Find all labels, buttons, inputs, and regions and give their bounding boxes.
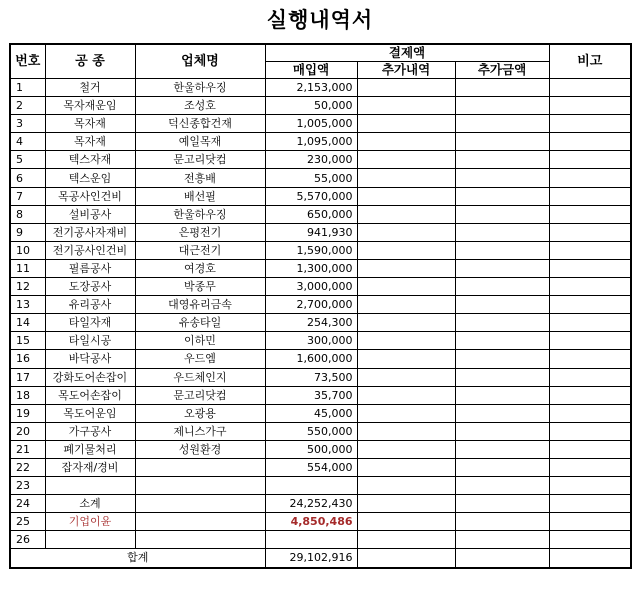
row-number: 4: [10, 133, 45, 151]
extra-detail-cell: [357, 223, 455, 241]
company-cell: [135, 531, 265, 549]
purchase-amount-cell: 4,850,486: [265, 513, 357, 531]
company-cell: [135, 513, 265, 531]
extra-detail-cell: [357, 314, 455, 332]
total-remark: [549, 549, 631, 568]
row-number: 17: [10, 368, 45, 386]
remark-cell: [549, 205, 631, 223]
purchase-amount-cell: 650,000: [265, 205, 357, 223]
header-payment: 결제액: [265, 44, 549, 62]
purchase-amount-cell: 1,005,000: [265, 115, 357, 133]
table-row: [10, 79, 631, 97]
table-row: [10, 477, 631, 495]
purchase-amount-cell: 2,700,000: [265, 296, 357, 314]
work-type-cell: 필름공사: [45, 259, 135, 277]
company-cell: 전흥배: [135, 169, 265, 187]
total-extra-detail: [357, 549, 455, 568]
header-work: 공 종: [45, 44, 135, 79]
row-number: 13: [10, 296, 45, 314]
remark-cell: [549, 278, 631, 296]
purchase-amount-cell: 5,570,000: [265, 187, 357, 205]
remark-cell: [549, 477, 631, 495]
table-row: [10, 259, 631, 277]
extra-amount-cell: [455, 259, 549, 277]
work-type-cell: 소계: [45, 495, 135, 513]
extra-amount-cell: [455, 205, 549, 223]
extra-detail-cell: [357, 187, 455, 205]
remark-cell: [549, 531, 631, 549]
table-row: [10, 458, 631, 476]
row-number: 25: [10, 513, 45, 531]
row-number: 26: [10, 531, 45, 549]
work-type-cell: 텍스자재: [45, 151, 135, 169]
remark-cell: [549, 223, 631, 241]
company-cell: 우드엠: [135, 350, 265, 368]
company-cell: 한울하우징: [135, 79, 265, 97]
table-row: [10, 350, 631, 368]
table-row: [10, 513, 631, 531]
extra-detail-cell: [357, 350, 455, 368]
remark-cell: [549, 169, 631, 187]
work-type-cell: 도장공사: [45, 278, 135, 296]
extra-detail-cell: [357, 241, 455, 259]
company-cell: 예일목재: [135, 133, 265, 151]
extra-detail-cell: [357, 332, 455, 350]
work-type-cell: [45, 531, 135, 549]
extra-detail-cell: [357, 79, 455, 97]
extra-amount-cell: [455, 169, 549, 187]
row-number: 24: [10, 495, 45, 513]
table-row: [10, 223, 631, 241]
table-row: [10, 495, 631, 513]
extra-amount-cell: [455, 296, 549, 314]
extra-detail-cell: [357, 477, 455, 495]
remark-cell: [549, 79, 631, 97]
work-type-cell: 기업이윤: [45, 513, 135, 531]
extra-amount-cell: [455, 187, 549, 205]
work-type-cell: 강화도어손잡이: [45, 368, 135, 386]
extra-amount-cell: [455, 477, 549, 495]
remark-cell: [549, 350, 631, 368]
table-row: [10, 296, 631, 314]
company-cell: 조성호: [135, 97, 265, 115]
row-number: 2: [10, 97, 45, 115]
purchase-amount-cell: 554,000: [265, 458, 357, 476]
extra-amount-cell: [455, 531, 549, 549]
row-number: 5: [10, 151, 45, 169]
total-label: 합계: [10, 549, 265, 568]
company-cell: 덕신종합건재: [135, 115, 265, 133]
row-number: 8: [10, 205, 45, 223]
work-type-cell: 전기공사자재비: [45, 223, 135, 241]
table-row: [10, 422, 631, 440]
extra-detail-cell: [357, 513, 455, 531]
extra-detail-cell: [357, 97, 455, 115]
company-cell: 박종무: [135, 278, 265, 296]
extra-amount-cell: [455, 97, 549, 115]
table-row: [10, 241, 631, 259]
row-number: 14: [10, 314, 45, 332]
extra-detail-cell: [357, 440, 455, 458]
table-row: [10, 97, 631, 115]
table-row: [10, 133, 631, 151]
extra-detail-cell: [357, 458, 455, 476]
purchase-amount-cell: 24,252,430: [265, 495, 357, 513]
company-cell: 우드체인지: [135, 368, 265, 386]
purchase-amount-cell: 550,000: [265, 422, 357, 440]
work-type-cell: 목자재: [45, 133, 135, 151]
extra-amount-cell: [455, 151, 549, 169]
company-cell: 제니스가구: [135, 422, 265, 440]
extra-detail-cell: [357, 495, 455, 513]
extra-detail-cell: [357, 169, 455, 187]
work-type-cell: 목자재운임: [45, 97, 135, 115]
row-number: 9: [10, 223, 45, 241]
work-type-cell: 설비공사: [45, 205, 135, 223]
header-extra-detail: 추가내역: [357, 62, 455, 79]
extra-amount-cell: [455, 368, 549, 386]
purchase-amount-cell: 500,000: [265, 440, 357, 458]
remark-cell: [549, 97, 631, 115]
row-number: 7: [10, 187, 45, 205]
extra-detail-cell: [357, 133, 455, 151]
purchase-amount-cell: 50,000: [265, 97, 357, 115]
remark-cell: [549, 422, 631, 440]
total-extra-amount: [455, 549, 549, 568]
header-company: 업체명: [135, 44, 265, 79]
extra-amount-cell: [455, 133, 549, 151]
page-title: 실행내역서: [266, 8, 374, 32]
purchase-amount-cell: [265, 477, 357, 495]
purchase-amount-cell: 45,000: [265, 404, 357, 422]
purchase-amount-cell: 3,000,000: [265, 278, 357, 296]
remark-cell: [549, 151, 631, 169]
total-amount: 29,102,916: [265, 549, 357, 568]
extra-detail-cell: [357, 404, 455, 422]
table-row: [10, 386, 631, 404]
row-number: 23: [10, 477, 45, 495]
remark-cell: [549, 259, 631, 277]
extra-detail-cell: [357, 368, 455, 386]
company-cell: 배선필: [135, 187, 265, 205]
remark-cell: [549, 296, 631, 314]
work-type-cell: 철거: [45, 79, 135, 97]
purchase-amount-cell: [265, 531, 357, 549]
company-cell: 성원환경: [135, 440, 265, 458]
work-type-cell: 목도어손잡이: [45, 386, 135, 404]
total-row: [10, 549, 631, 568]
row-number: 10: [10, 241, 45, 259]
work-type-cell: [45, 477, 135, 495]
extra-amount-cell: [455, 223, 549, 241]
work-type-cell: 전기공사인건비: [45, 241, 135, 259]
table-row: [10, 115, 631, 133]
extra-amount-cell: [455, 79, 549, 97]
extra-detail-cell: [357, 531, 455, 549]
header-extra-amount: 추가금액: [455, 62, 549, 79]
remark-cell: [549, 133, 631, 151]
table-row: [10, 368, 631, 386]
purchase-amount-cell: 1,095,000: [265, 133, 357, 151]
row-number: 19: [10, 404, 45, 422]
remark-cell: [549, 368, 631, 386]
extra-detail-cell: [357, 386, 455, 404]
extra-detail-cell: [357, 115, 455, 133]
remark-cell: [549, 332, 631, 350]
company-cell: [135, 477, 265, 495]
extra-amount-cell: [455, 314, 549, 332]
work-type-cell: 목도어운임: [45, 404, 135, 422]
company-cell: 대영유리금속: [135, 296, 265, 314]
extra-amount-cell: [455, 350, 549, 368]
purchase-amount-cell: 1,600,000: [265, 350, 357, 368]
row-number: 16: [10, 350, 45, 368]
company-cell: 은평전기: [135, 223, 265, 241]
work-type-cell: 타일자재: [45, 314, 135, 332]
extra-amount-cell: [455, 458, 549, 476]
table-row: [10, 332, 631, 350]
work-type-cell: 타일시공: [45, 332, 135, 350]
company-cell: 여경호: [135, 259, 265, 277]
table-row: [10, 151, 631, 169]
purchase-amount-cell: 1,590,000: [265, 241, 357, 259]
purchase-amount-cell: 254,300: [265, 314, 357, 332]
remark-cell: [549, 458, 631, 476]
company-cell: 오광용: [135, 404, 265, 422]
extra-detail-cell: [357, 278, 455, 296]
extra-detail-cell: [357, 259, 455, 277]
table-row: [10, 278, 631, 296]
remark-cell: [549, 241, 631, 259]
work-type-cell: 바닥공사: [45, 350, 135, 368]
company-cell: 이하민: [135, 332, 265, 350]
row-number: 20: [10, 422, 45, 440]
company-cell: [135, 458, 265, 476]
extra-detail-cell: [357, 422, 455, 440]
extra-amount-cell: [455, 115, 549, 133]
company-cell: 한울하우징: [135, 205, 265, 223]
remark-cell: [549, 495, 631, 513]
header-no: 번호: [10, 44, 45, 79]
work-type-cell: 가구공사: [45, 422, 135, 440]
purchase-amount-cell: 55,000: [265, 169, 357, 187]
table-row: [10, 404, 631, 422]
purchase-amount-cell: 230,000: [265, 151, 357, 169]
work-type-cell: 텍스운임: [45, 169, 135, 187]
header-remark: 비고: [549, 44, 631, 79]
table-row: [10, 169, 631, 187]
remark-cell: [549, 115, 631, 133]
company-cell: 문고리닷컴: [135, 151, 265, 169]
purchase-amount-cell: 300,000: [265, 332, 357, 350]
row-number: 12: [10, 278, 45, 296]
row-number: 3: [10, 115, 45, 133]
purchase-amount-cell: 2,153,000: [265, 79, 357, 97]
extra-amount-cell: [455, 513, 549, 531]
company-cell: [135, 495, 265, 513]
row-number: 22: [10, 458, 45, 476]
row-number: 21: [10, 440, 45, 458]
work-type-cell: 목공사인건비: [45, 187, 135, 205]
row-number: 18: [10, 386, 45, 404]
row-number: 15: [10, 332, 45, 350]
table-row: [10, 187, 631, 205]
table-row: [10, 205, 631, 223]
remark-cell: [549, 513, 631, 531]
header-purchase: 매입액: [265, 62, 357, 79]
table-row: [10, 440, 631, 458]
row-number: 11: [10, 259, 45, 277]
extra-amount-cell: [455, 404, 549, 422]
extra-detail-cell: [357, 205, 455, 223]
extra-amount-cell: [455, 241, 549, 259]
remark-cell: [549, 386, 631, 404]
purchase-amount-cell: 35,700: [265, 386, 357, 404]
row-number: 6: [10, 169, 45, 187]
remark-cell: [549, 187, 631, 205]
extra-amount-cell: [455, 440, 549, 458]
extra-amount-cell: [455, 386, 549, 404]
table-row: [10, 531, 631, 549]
purchase-amount-cell: 1,300,000: [265, 259, 357, 277]
purchase-amount-cell: 941,930: [265, 223, 357, 241]
extra-amount-cell: [455, 422, 549, 440]
remark-cell: [549, 314, 631, 332]
extra-amount-cell: [455, 332, 549, 350]
work-type-cell: 목자재: [45, 115, 135, 133]
extra-detail-cell: [357, 151, 455, 169]
remark-cell: [549, 404, 631, 422]
table-row: [10, 314, 631, 332]
work-type-cell: 폐기물처리: [45, 440, 135, 458]
row-number: 1: [10, 79, 45, 97]
extra-amount-cell: [455, 278, 549, 296]
company-cell: 유송타일: [135, 314, 265, 332]
company-cell: 문고리닷컴: [135, 386, 265, 404]
extra-amount-cell: [455, 495, 549, 513]
extra-detail-cell: [357, 296, 455, 314]
company-cell: 대근전기: [135, 241, 265, 259]
work-type-cell: 유리공사: [45, 296, 135, 314]
execution-table: [9, 43, 632, 569]
remark-cell: [549, 440, 631, 458]
purchase-amount-cell: 73,500: [265, 368, 357, 386]
work-type-cell: 잡자재/경비: [45, 458, 135, 476]
